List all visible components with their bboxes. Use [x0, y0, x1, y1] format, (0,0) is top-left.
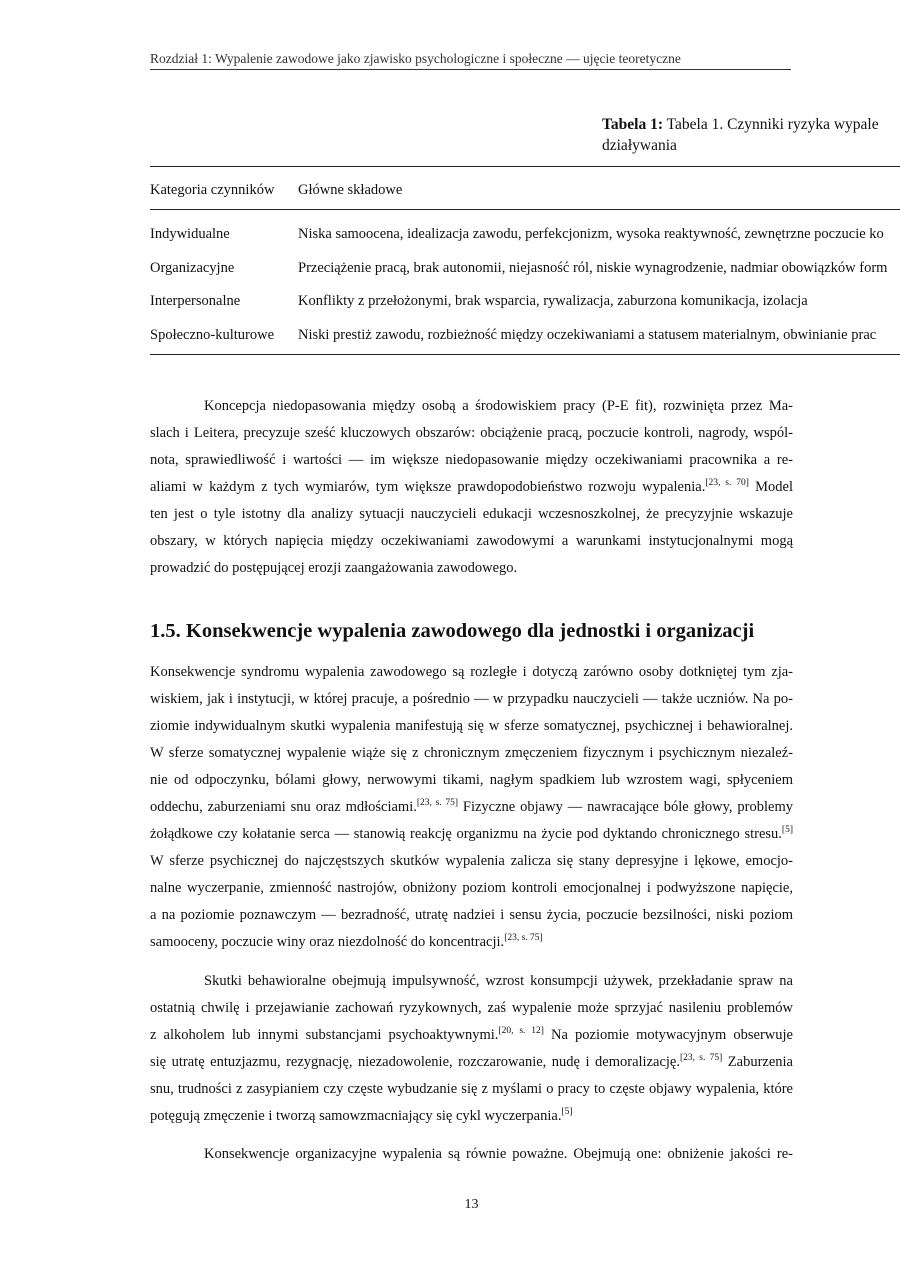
- citation-marker: [20, s. 12]: [498, 1026, 544, 1036]
- text-line: samooceny, poczucie winy oraz niezdolność do koncentracji.[23, s. 75]: [150, 933, 543, 950]
- table-bottom-rule: [150, 354, 900, 355]
- table-cell-components: Niski prestiż zawodu, rozbieżność między oczekiwaniami a statusem materialnym, obwinianie prac: [298, 327, 877, 343]
- text-line: snu, trudności z zasypianiem czy częste wybudzanie się z myślami o pracy to częste objawy wypalenia, które: [150, 1081, 793, 1097]
- text-line: nalne wyczerpanie, zmienność nastrojów, obniżony poziom kontroli emocjonalnej i podwyższone napięcie,: [150, 880, 793, 896]
- table-cell-category: Organizacyjne: [150, 260, 235, 276]
- text-line: potęgują zmęczenie i tworzą samowzmacniający się cykl wyczerpania.[5]: [150, 1107, 573, 1124]
- table-caption-text-cont: działywania: [602, 137, 677, 154]
- table-top-rule: [150, 166, 900, 167]
- paragraph-organizational: [150, 1141, 793, 1168]
- text-line: Koncepcja niedopasowania między osobą a środowiskiem pracy (P-E fit), rozwinięta przez Ma-: [204, 398, 793, 414]
- table-header-category: Kategoria czynników: [150, 182, 275, 198]
- running-head: Rozdział 1: Wypalenie zawodowe jako zjawisko psychologiczne i społeczne — ujęcie teoretyczne: [150, 50, 791, 70]
- citation-marker: [5]: [781, 825, 793, 835]
- page-number: 13: [464, 1197, 479, 1212]
- table-cell-category: Społeczno-kulturowe: [150, 327, 275, 343]
- text-line: nota, sprawiedliwość i wartości — im większe niedopasowanie między oczekiwaniami pracownika a re-: [150, 452, 793, 468]
- table-caption-text: Tabela 1. Czynniki ryzyka wypale: [666, 116, 879, 133]
- table-cell-components: Przeciążenie pracą, brak autonomii, niejasność ról, niskie wynagrodzenie, nadmiar obowiązków form: [298, 260, 888, 276]
- text-line: Skutki behawioralne obejmują impulsywność, wzrost konsumpcji używek, przekładanie spraw na: [204, 973, 793, 989]
- table-header-components: Główne składowe: [298, 182, 403, 198]
- text-line: się utratę entuzjazmu, rezygnację, niezadowolenie, rozczarowanie, nudę i demoralizację.[23, s. 75] Zaburzenia: [150, 1053, 793, 1070]
- table-caption-label: Tabela 1:: [602, 116, 664, 133]
- text-line: slach i Leitera, precyzuje sześć kluczowych obszarów: obciążenie pracą, poczucie kontroli, nagrody, wspól-: [150, 425, 793, 441]
- table-cell-category: Indywidualne: [150, 226, 230, 242]
- citation-marker: [23, s. 75]: [504, 933, 543, 943]
- text-line: wiskiem, jak i instytucji, w której pracuje, a pośrednio — w przypadku nauczycieli — także uczniów. Na po-: [150, 691, 793, 707]
- text-line: ten jest o tyle istotny dla analizy sytuacji nauczycieli edukacji wczesnoszkolnej, że precyzyjnie wskazuje: [150, 506, 793, 522]
- text-line: prowadzić do postępującej erozji zaangażowania zawodowego.: [150, 560, 518, 576]
- text-line: ziomie indywidualnym skutki wypalenia manifestują się w sferze somatycznej, psychicznej i behawioralnej.: [150, 718, 793, 734]
- citation-marker: [5]: [561, 1107, 573, 1117]
- section-heading: 1.5. Konsekwencje wypalenia zawodowego dla jednostki i organizacji: [150, 620, 755, 642]
- paragraph-pe-fit: [150, 393, 793, 582]
- paragraph-behavioral: [150, 968, 793, 1130]
- text-line: W sferze psychicznej do najczęstszych skutków wypalenia zalicza się stany depresyjne i lękowe, emocjo-: [150, 853, 793, 869]
- text-line: a na poziomie poznawczym — bezradność, utratę nadziei i sensu życia, poczucie bezsilności, niski poziom: [150, 907, 793, 923]
- text-line: oddechu, zaburzeniami snu oraz mdłościami.[23, s. 75] Fizyczne objawy — nawracające bóle głowy, problemy: [150, 798, 793, 815]
- text-line: Konsekwencje syndromu wypalenia zawodowego są rozległe i dotyczą zarówno osoby dotkniętej tym zja-: [150, 664, 793, 680]
- text-line: Konsekwencje organizacyjne wypalenia są równie poważne. Obejmują one: obniżenie jakości re-: [204, 1146, 793, 1162]
- citation-marker: [23, s. 75]: [416, 798, 458, 808]
- text-line: z alkoholem lub innymi substancjami psychoaktywnymi.[20, s. 12] Na poziomie motywacyjnym obserwuje: [150, 1026, 793, 1043]
- text-line: nie od odpoczynku, bólami głowy, nerwowymi tikami, nagłym spadkiem lub wzrostem wagi, spłyceniem: [150, 772, 793, 788]
- text-line: obszary, w których napięcia między oczekiwaniami zawodowymi a warunkami instytucjonalnymi mogą: [150, 533, 793, 549]
- table-mid-rule: [150, 209, 900, 210]
- text-line: żołądkowe czy kołatanie serca — stanowią reakcję organizmu na życie pod dyktando chronicznego stresu.[5]: [150, 825, 793, 842]
- citation-marker: [23, s. 70]: [705, 478, 749, 488]
- paragraph-consequences: [150, 659, 793, 956]
- text-line: ostatnią chwilę i przejawianie zachowań ryzykownych, zaś wypalenie może sprzyjać nasileniu problemów: [150, 1000, 793, 1016]
- table-cell-components: Konflikty z przełożonymi, brak wsparcia, rywalizacja, zaburzona komunikacja, izolacja: [298, 293, 808, 309]
- text-line: aliami w każdym z tych wymiarów, tym większe prawdopodobieństwo rozwoju wypalenia.[23, s. 70] Model: [150, 478, 794, 495]
- table-cell-category: Interpersonalne: [150, 293, 241, 309]
- citation-marker: [23, s. 75]: [679, 1053, 723, 1063]
- table-cell-components: Niska samoocena, idealizacja zawodu, perfekcjonizm, wysoka reaktywność, zewnętrzne poczucie ko: [298, 226, 884, 242]
- table-caption: [602, 114, 900, 156]
- text-line: W sferze somatycznej wypalenie wiąże się z chronicznym zmęczeniem fizycznym i psychicznym niezaleź-: [150, 745, 793, 761]
